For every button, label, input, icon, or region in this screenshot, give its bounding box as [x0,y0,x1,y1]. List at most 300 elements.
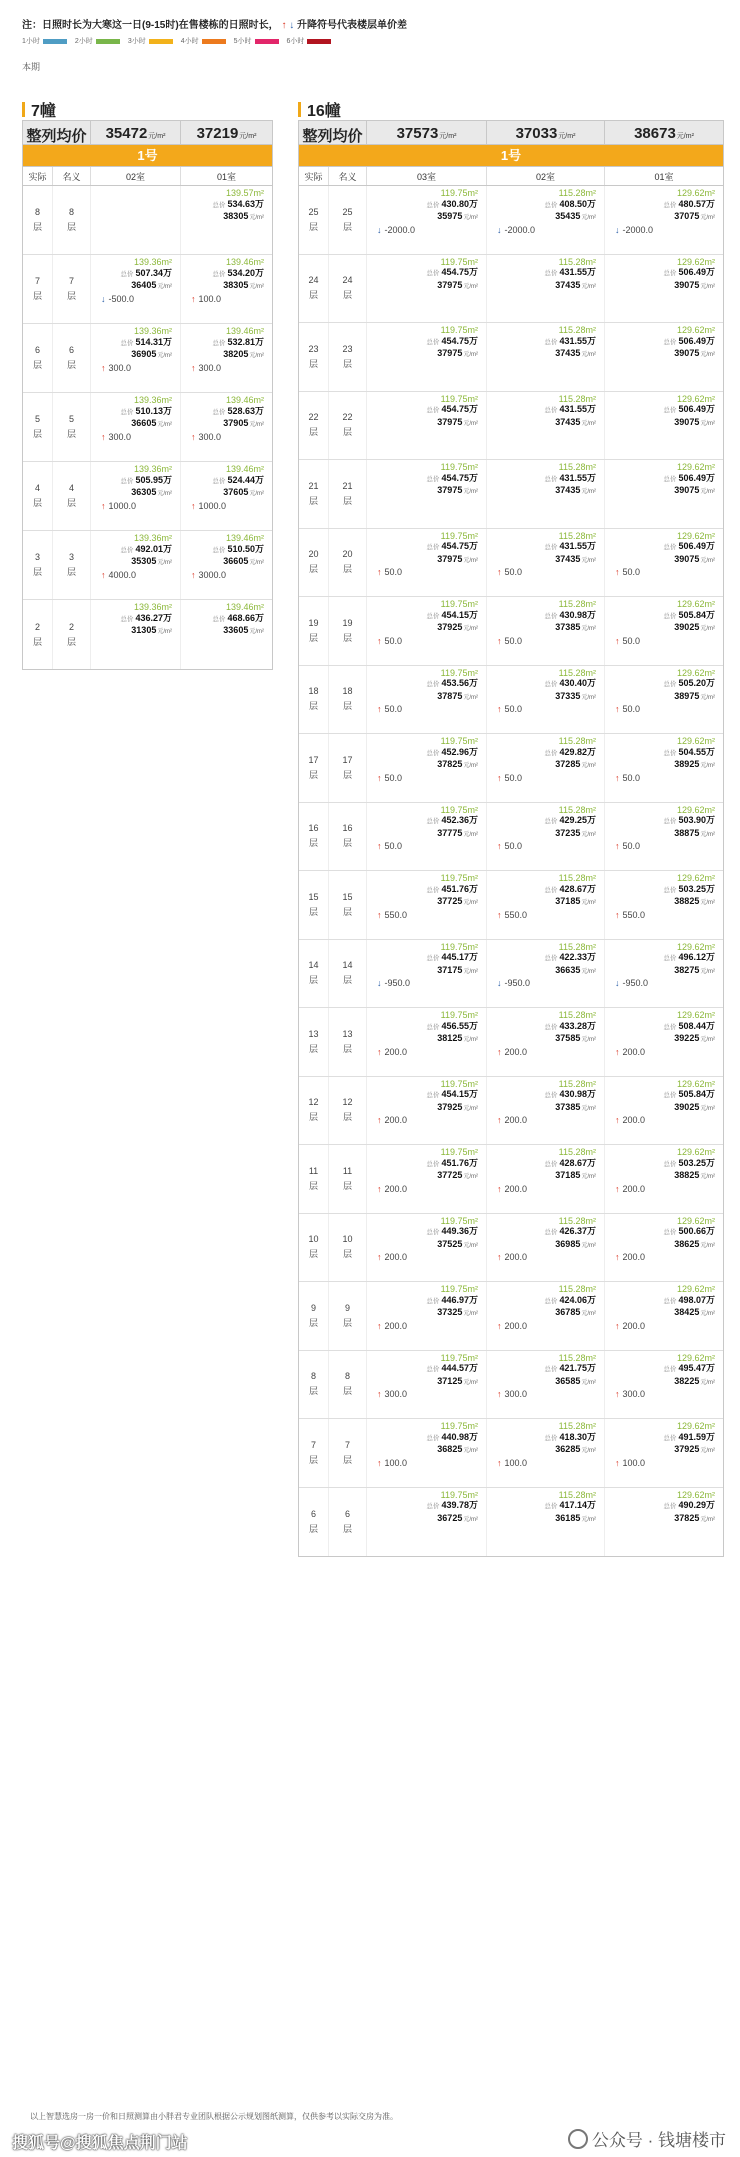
unit-price [555,1170,596,1183]
unit-cell[interactable] [367,1145,487,1213]
unit-cell[interactable] [605,1145,723,1213]
total-price-prefix: 总价 [426,612,440,620]
unit-cell[interactable] [487,1008,605,1076]
price-diff [367,1047,407,1058]
unit-area: 119.75m² [440,1284,478,1294]
total-price [544,1089,596,1102]
unit-cell[interactable] [367,1419,487,1487]
floor-number: 2 [68,621,74,632]
unit-cell[interactable] [367,734,487,802]
unit-cell[interactable] [487,529,605,597]
unit-cell[interactable] [487,1351,605,1419]
unit-cell[interactable] [181,186,272,254]
unit-cell[interactable] [487,392,605,460]
floor-number: 14 [342,960,353,971]
total-price-prefix: 总价 [544,270,558,277]
floor-suffix: 层 [342,1523,352,1534]
actual-floor [299,529,329,597]
up-arrow-icon: ↑ [615,841,620,851]
total-price-value: 433.28万 [559,1020,596,1031]
floor-row [299,323,723,392]
unit-price [674,485,715,498]
unit-cell[interactable] [487,597,605,665]
unit-price [437,554,478,567]
unit-price-unit: 元/m² [157,284,172,290]
unit-price [555,828,596,841]
price-diff [367,1458,407,1469]
unit-cell[interactable] [487,666,605,734]
floor-suffix: 层 [308,358,318,369]
floor-suffix: 层 [342,427,352,438]
unit-cell[interactable] [367,666,487,734]
unit-price [437,1239,478,1252]
price-diff-value: 50.0 [384,841,403,851]
unit-area: 115.28m² [558,1215,596,1226]
total-price-prefix: 总价 [663,407,677,414]
unit-price-value: 37335 [555,690,581,701]
price-diff-value: 50.0 [504,635,523,646]
unit-cell[interactable] [367,1077,487,1145]
nominal-floor [329,255,367,323]
total-price-value: 445.17万 [441,952,478,962]
price-diff [605,1458,645,1469]
unit-price [555,622,596,635]
unit-cell[interactable] [181,324,272,392]
unit-price-value: 38875 [674,827,700,838]
unit-cell[interactable] [91,600,181,669]
unit-cell[interactable] [91,324,181,392]
total-price-value: 503.90万 [678,815,715,825]
unit-area: 115.28m² [558,1421,596,1431]
unit-area: 139.46m² [225,257,264,267]
total-price [544,473,596,486]
total-price-value: 454.75万 [441,541,478,551]
unit-price-unit: 元/m² [463,1037,478,1043]
unit-price-value: 37525 [437,1238,463,1249]
unit-cell[interactable] [487,255,605,323]
total-price-value: 510.50万 [227,543,264,554]
price-diff-value: 4000.0 [108,569,137,580]
unit-cell[interactable] [367,460,487,528]
column-header-row [299,167,723,186]
price-diff [367,567,402,578]
price-diff [91,363,131,374]
unit-cell[interactable] [605,940,723,1008]
avg-price-number: 38673 [634,125,676,142]
unit-area: 139.36m² [133,257,172,267]
unit-price-unit: 元/m² [700,283,715,290]
total-price-prefix: 总价 [426,1366,440,1373]
avg-price-unit: 元/m² [676,133,694,140]
floor-suffix: 层 [66,291,76,301]
unit-cell[interactable] [487,734,605,802]
unit-cell[interactable] [367,323,487,391]
total-price [544,404,596,417]
unit-price-value: 35305 [131,556,157,566]
actual-floor [23,462,53,530]
total-price-value: 456.55万 [441,1020,478,1031]
price-diff-value: 50.0 [622,772,641,783]
unit-cell[interactable] [487,186,605,254]
unit-price [555,485,596,498]
avg-price-header [23,121,272,145]
unit-area: 115.28m² [558,1352,596,1363]
unit-cell[interactable] [487,1488,605,1557]
floor-number: 24 [342,275,353,286]
floor-row [299,666,723,735]
column-header: 03室 [367,167,487,185]
unit-price [674,1513,715,1526]
unit-cell[interactable] [367,255,487,323]
price-diff [487,1047,527,1058]
unit-cell[interactable] [605,803,723,871]
unit-price-value: 38305 [223,280,249,290]
price-diff-value: 50.0 [504,704,523,714]
nominal-floor [329,940,367,1008]
total-price-value: 503.25万 [678,883,715,894]
unit-price-value: 39075 [674,348,700,358]
up-arrow-icon: ↑ [615,1183,620,1194]
total-price [663,1432,715,1445]
unit-cell[interactable] [605,255,723,323]
up-arrow-icon: ↑ [377,1389,382,1399]
total-price [426,1158,478,1171]
total-price [426,1295,478,1308]
unit-cell[interactable] [605,529,723,597]
unit-cell[interactable] [367,871,487,939]
unit-price-value: 36185 [555,1512,581,1523]
total-price-prefix: 总价 [663,1092,677,1099]
unit-cell[interactable] [605,186,723,254]
unit-area: 115.28m² [558,530,596,541]
floor-number: 23 [308,343,319,354]
price-diff [367,841,402,852]
total-price-prefix: 总价 [663,1366,677,1373]
nominal-floor [53,600,91,669]
unit-cell[interactable] [367,529,487,597]
total-price-value: 431.55万 [559,541,596,551]
unit-cell[interactable] [181,600,272,669]
floor-suffix: 层 [308,1523,318,1534]
unit-area: 115.28m² [558,325,596,335]
price-diff-value: -950.0 [504,978,531,988]
unit-price-unit: 元/m² [463,1516,478,1523]
unit-cell[interactable] [367,1214,487,1282]
floor-row [23,531,272,600]
total-price-value: 449.36万 [441,1226,478,1236]
unit-price-value: 37585 [555,1033,581,1043]
unit-cell[interactable] [181,255,272,323]
unit-cell[interactable] [487,871,605,939]
total-price [426,1500,478,1513]
unit-price-unit: 元/m² [581,900,596,906]
unit-cell[interactable] [605,323,723,391]
unit-price-value: 37435 [555,485,581,495]
unit-price-unit: 元/m² [581,489,596,495]
unit-cell[interactable] [367,597,487,665]
unit-price-value: 37925 [437,1101,463,1112]
unit-cell[interactable] [91,462,181,530]
unit-cell[interactable] [487,1214,605,1282]
unit-price [437,1307,478,1320]
unit-area: 129.62m² [676,941,715,952]
legend-item [181,36,226,46]
total-price [663,1363,715,1376]
unit-cell[interactable] [487,460,605,528]
total-price-value: 503.25万 [678,1157,715,1168]
unit-cell[interactable] [605,1214,723,1282]
unit-cell[interactable] [367,1351,487,1419]
unit-cell[interactable] [487,1077,605,1145]
unit-price-value: 35435 [555,211,581,221]
floor-suffix: 层 [32,567,42,577]
total-price-prefix: 总价 [212,339,226,347]
total-price [426,404,478,417]
unit-price-value: 37975 [437,485,463,495]
unit-cell[interactable] [605,460,723,528]
unit-price-value: 37775 [437,827,463,838]
unit-price-value: 37925 [437,622,463,632]
unit-area: 129.62m² [676,1421,715,1431]
unit-price-value: 37385 [555,622,581,632]
price-diff-value: 200.0 [622,1115,646,1125]
price-diff-value: -950.0 [384,978,411,988]
total-price-value: 454.75万 [441,267,478,277]
price-diff [91,501,136,512]
up-arrow-icon: ↑ [377,567,382,577]
up-arrow-icon: ↑ [497,772,502,783]
unit-cell[interactable] [605,1351,723,1419]
nominal-floor [329,597,367,665]
unit-price [674,348,715,361]
up-arrow-icon: ↑ [101,500,106,511]
unit-cell[interactable] [487,1282,605,1350]
floor-row [299,1488,723,1557]
floor-number: 8 [344,1371,350,1382]
unit-price [674,211,715,224]
total-price-value: 498.07万 [678,1294,715,1305]
unit-cell[interactable] [367,1282,487,1350]
nominal-floor [329,803,367,871]
floor-suffix: 层 [342,221,352,232]
total-price-prefix: 总价 [544,612,558,620]
unit-cell[interactable] [181,462,272,530]
unit-price-unit: 元/m² [463,352,478,358]
price-diff-value: 200.0 [622,1320,646,1331]
unit-price-unit: 元/m² [700,1174,715,1180]
unit-price-unit: 元/m² [700,968,715,975]
unit-cell[interactable] [367,1008,487,1076]
unit-area: 119.75m² [440,393,478,404]
total-price [120,613,172,626]
unit-cell[interactable] [605,734,723,802]
floor-number: 12 [342,1097,353,1108]
unit-cell[interactable] [605,1077,723,1145]
unit-price-value: 38825 [674,896,700,906]
unit-price-value: 36585 [555,1375,581,1386]
floor-suffix: 层 [342,564,352,575]
nominal-floor [329,392,367,460]
floor-suffix: 层 [308,1454,318,1465]
avg-price-number: 35472 [105,125,148,142]
total-price-prefix: 总价 [426,1297,440,1305]
unit-cell[interactable] [91,393,181,461]
unit-price [437,759,478,772]
unit-price-unit: 元/m² [249,353,264,359]
unit-price-value: 36905 [131,349,157,359]
unit-area: 115.28m² [558,804,596,815]
unit-price-value: 37185 [555,1170,581,1180]
unit-cell[interactable] [605,666,723,734]
unit-cell[interactable] [605,871,723,939]
unit-price [674,280,715,293]
unit-price-value: 36785 [555,1307,581,1317]
unit-price [223,418,264,431]
total-price-value: 452.36万 [441,815,478,825]
unit-cell[interactable] [605,1008,723,1076]
building-7-name: 7幢 [31,103,56,120]
unit-cell[interactable] [487,1145,605,1213]
total-price [544,952,596,965]
total-price [212,475,264,488]
up-arrow-icon: ↑ [377,1252,382,1262]
unit-price-unit: 元/m² [700,1311,715,1317]
unit-price-value: 39025 [674,1101,700,1112]
unit-price [674,554,715,567]
unit-cell[interactable] [605,1488,723,1557]
unit-area: 119.75m² [440,1010,478,1020]
unit-area: 129.62m² [676,393,715,404]
unit-price-value: 37725 [437,896,463,906]
price-diff [181,501,226,512]
price-diff [605,773,640,784]
up-arrow-icon: ↑ [615,704,620,714]
note-suffix: 升降符号代表楼层单价差 [297,20,408,31]
total-price [426,610,478,623]
unit-cell[interactable] [487,323,605,391]
total-price-value: 506.49万 [678,541,715,551]
unit-cell[interactable] [605,1282,723,1350]
price-diff-value: 100.0 [504,1457,528,1468]
price-diff [605,1184,645,1195]
total-price [663,1158,715,1171]
unit-cell[interactable] [91,255,181,323]
floor-row [299,255,723,324]
unit-price [131,349,172,362]
unit-cell[interactable] [367,392,487,460]
unit-cell[interactable] [367,940,487,1008]
unit-area: 129.62m² [676,1352,715,1363]
unit-number-bar: 1号 [23,145,272,167]
total-price-prefix: 总价 [544,544,558,551]
legend-label: 4小时 [180,38,199,45]
price-diff [367,1321,407,1332]
price-diff-value: 300.0 [108,362,132,373]
unit-cell[interactable] [487,1419,605,1487]
total-price-prefix: 总价 [663,1503,677,1510]
actual-floor [299,1145,329,1213]
unit-price-unit: 元/m² [463,1242,478,1249]
unit-price-unit: 元/m² [700,1379,715,1386]
unit-price-value: 38275 [674,964,700,975]
floor-suffix: 层 [66,636,76,647]
unit-area: 115.28m² [558,873,596,883]
floor-row [299,186,723,255]
floor-suffix: 层 [66,429,76,439]
down-arrow-icon: ↓ [497,978,502,988]
price-diff-value: 1000.0 [108,500,137,511]
up-arrow-icon: ↑ [497,704,502,714]
total-price-value: 492.01万 [135,543,172,554]
unit-price-unit: 元/m² [581,1037,596,1043]
total-price-value: 504.55万 [678,746,715,757]
actual-floor [299,1419,329,1487]
total-price [663,404,715,417]
total-price [663,678,715,691]
column-header-row [23,167,272,186]
unit-cell[interactable] [487,940,605,1008]
unit-cell[interactable] [605,597,723,665]
total-price-value: 495.47万 [678,1363,715,1373]
unit-cell[interactable] [605,392,723,460]
unit-cell[interactable] [181,531,272,599]
unit-price-unit: 元/m² [700,694,715,701]
avg-price-label: 整列均价 [23,121,91,144]
unit-price-value: 37435 [555,279,581,290]
total-price [544,267,596,280]
down-arrow-icon: ↓ [377,224,382,235]
floor-suffix: 层 [308,427,318,438]
unit-cell[interactable] [605,1419,723,1487]
unit-cell[interactable] [487,803,605,871]
total-price [120,475,172,488]
unit-cell[interactable] [91,531,181,599]
price-diff-value: 200.0 [622,1046,646,1057]
price-diff [605,1252,645,1263]
unit-price-unit: 元/m² [700,215,715,221]
floor-suffix: 层 [32,222,42,232]
unit-price [555,554,596,567]
total-price-prefix: 总价 [544,407,558,414]
unit-cell[interactable] [367,803,487,871]
unit-area: 119.75m² [440,599,478,609]
legend-item [75,36,120,46]
unit-cell[interactable] [367,186,487,254]
floor-number: 7 [344,1439,350,1450]
unit-price [437,417,478,430]
unit-price-unit: 元/m² [581,968,596,975]
price-diff [605,910,645,921]
total-price [663,199,715,212]
total-price-prefix: 总价 [426,1229,440,1236]
unit-price-value: 38925 [674,759,700,769]
total-price [544,1021,596,1034]
actual-floor [23,255,53,323]
unit-price-value: 37975 [437,553,463,564]
price-diff [605,225,653,236]
total-price-value: 444.57万 [441,1363,478,1373]
unit-price-unit: 元/m² [249,560,264,566]
price-diff [487,1321,527,1332]
up-arrow-icon: ↑ [101,431,106,442]
floor-number: 5 [34,414,40,424]
total-price [544,884,596,897]
unit-cell[interactable] [181,393,272,461]
unit-cell[interactable] [367,1488,487,1557]
total-price-prefix: 总价 [544,338,558,346]
floor-row [23,186,272,255]
floor-suffix: 层 [308,495,318,506]
